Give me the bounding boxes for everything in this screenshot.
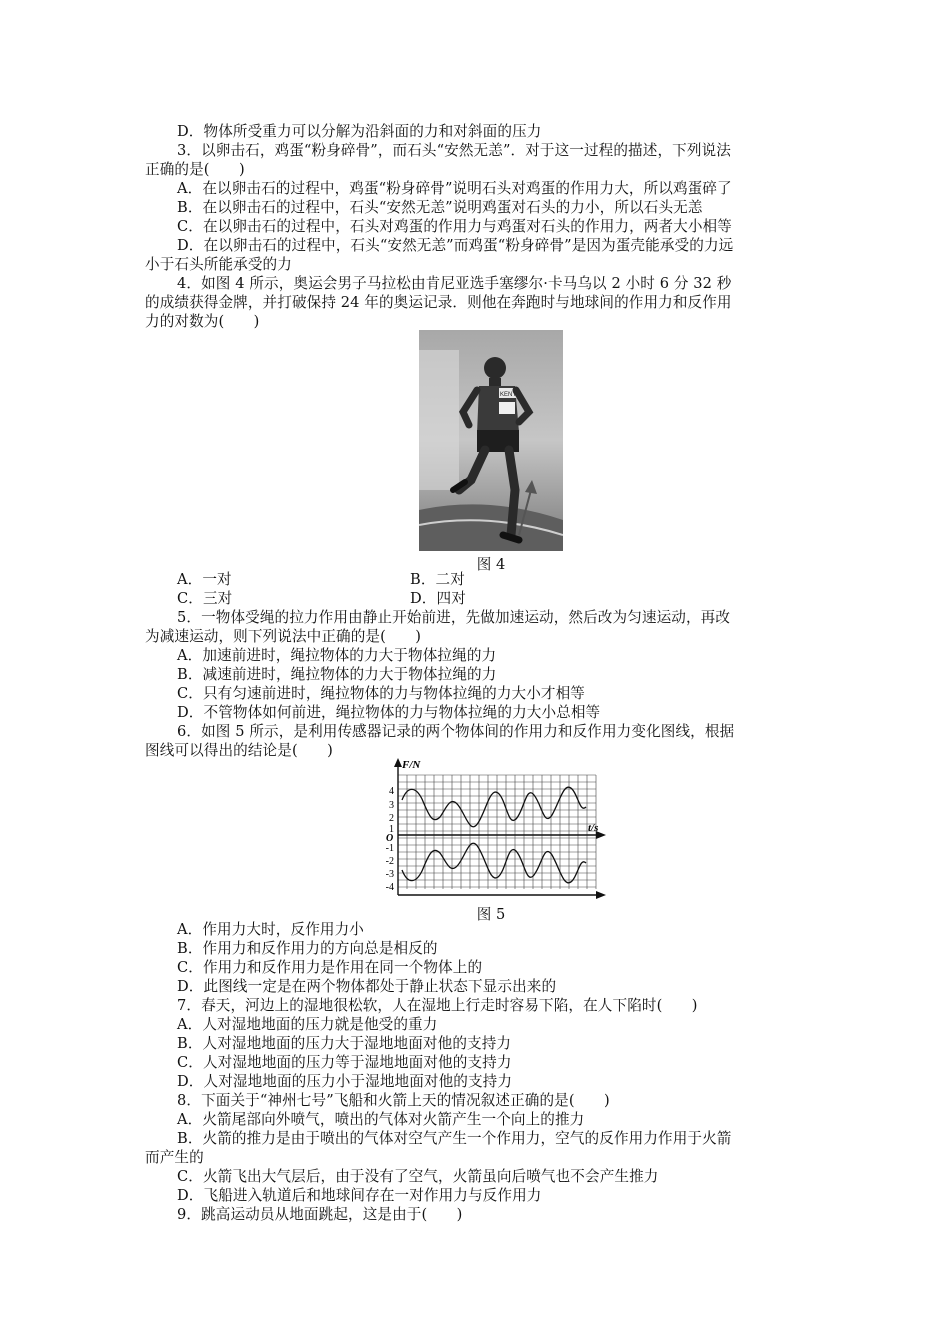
y-tick-2: 2 (389, 813, 394, 824)
q5-stem-cont: 为减速运动，则下列说法中正确的是( ) (145, 628, 422, 645)
runner-illustration (419, 330, 563, 551)
q8-option-b: B．火箭的推力是由于喷出的气体对空气产生一个作用力，空气的反作用力作用于火箭 (177, 1130, 732, 1147)
q3-option-b: B．在以卵击石的过程中，石头“安然无恙”说明鸡蛋对石头的力小，所以石头无恙 (177, 199, 703, 216)
y-tick-neg2: -2 (385, 856, 394, 867)
origin-label: O (386, 833, 394, 844)
q7-stem: 7．春天，河边上的湿地很松软，人在湿地上行走时容易下陷，在人下陷时( ) (177, 997, 698, 1014)
force-time-graph (366, 755, 616, 905)
x-axis-label: t/s (588, 822, 599, 834)
q8-option-b-cont: 而产生的 (145, 1149, 204, 1166)
figure-5-caption: 图 5 (476, 906, 506, 923)
q5-option-b: B．减速前进时，绳拉物体的力大于物体拉绳的力 (177, 666, 497, 683)
y-axis-label: F/N (402, 759, 421, 771)
q9-stem: 9．跳高运动员从地面跳起，这是由于( ) (177, 1206, 463, 1223)
q5-option-a: A．加速前进时，绳拉物体的力大于物体拉绳的力 (177, 647, 497, 664)
q3-option-a: A．在以卵击石的过程中，鸡蛋“粉身碎骨”说明石头对鸡蛋的作用力大，所以鸡蛋碎了 (177, 180, 732, 197)
q6-option-b: B．作用力和反作用力的方向总是相反的 (177, 940, 438, 957)
reaction-force-curve (402, 843, 586, 883)
q7-option-b: B．人对湿地地面的压力大于湿地地面对他的支持力 (177, 1035, 512, 1052)
q6-stem: 6．如图 5 所示，是利用传感器记录的两个物体间的作用力和反作用力变化图线，根据 (177, 723, 735, 740)
q2-option-d: D．物体所受重力可以分解为沿斜面的力和对斜面的压力 (177, 123, 542, 140)
y-tick-3: 3 (389, 800, 394, 811)
q7-option-c: C．人对湿地地面的压力等于湿地地面对他的支持力 (177, 1054, 512, 1071)
q5-option-d: D．不管物体如何前进，绳拉物体的力与物体拉绳的力大小总相等 (177, 704, 601, 721)
q7-option-a: A．人对湿地地面的压力就是他受的重力 (177, 1016, 438, 1033)
q5-stem: 5．一物体受绳的拉力作用由静止开始前进，先做加速运动，然后改为匀速运动，再改 (177, 609, 731, 626)
q8-option-d: D．飞船进入轨道后和地球间存在一对作用力与反作用力 (177, 1187, 542, 1204)
q8-option-c: C．火箭飞出大气层后，由于没有了空气，火箭虽向后喷气也不会产生推力 (177, 1168, 659, 1185)
y-tick-1: 1 (389, 824, 394, 835)
bottom-axis-arrow-icon (596, 891, 606, 899)
figure-4-caption: 图 4 (476, 556, 506, 573)
q4-option-a-text: A．一对 (177, 571, 232, 588)
q7-option-d: D．人对湿地地面的压力小于湿地地面对他的支持力 (177, 1073, 513, 1090)
q3-option-d-cont: 小于石头所能承受的力 (145, 256, 292, 273)
svg-text:KENYA: KENYA (500, 392, 520, 398)
y-tick-neg3: -3 (385, 869, 394, 880)
q4-option-c: C．三对 (177, 590, 233, 607)
q6-option-d: D．此图线一定是在两个物体都处于静止状态下显示出来的 (177, 978, 557, 995)
q4-stem-cont1: 的成绩获得金牌，并打破保持 24 年的奥运记录．则他在奔跑时与地球间的作用力和反作用 (145, 294, 732, 311)
q3-stem-cont: 正确的是( ) (145, 161, 245, 178)
q5-option-c: C．只有匀速前进时，绳拉物体的力与物体拉绳的力大小才相等 (177, 685, 585, 702)
q6-stem-cont: 图线可以得出的结论是( ) (145, 742, 333, 759)
q4-option-d: D．四对 (410, 590, 466, 607)
q4-stem-cont2: 力的对数为( ) (145, 313, 260, 330)
y-tick-neg1: -1 (385, 843, 394, 854)
y-axis-arrow-icon (394, 758, 402, 767)
q6-option-c: C．作用力和反作用力是作用在同一个物体上的 (177, 959, 483, 976)
q8-option-a: A．火箭尾部向外喷气，喷出的气体对火箭产生一个向上的推力 (177, 1111, 585, 1128)
q3-option-c: C．在以卵击石的过程中，石头对鸡蛋的作用力与鸡蛋对石头的作用力，两者大小相等 (177, 218, 732, 235)
q3-option-d: D．在以卵击石的过程中，石头“安然无恙”而鸡蛋“粉身碎骨”是因为蛋壳能承受的力远 (177, 237, 734, 254)
q4-option-b: B．二对 (410, 571, 465, 588)
q3-stem: 3．以卵击石，鸡蛋“粉身碎骨”，而石头“安然无恙”．对于这一过程的描述，下列说法 (177, 142, 731, 159)
action-force-curve (402, 787, 586, 827)
q6-option-a: A．作用力大时，反作用力小 (177, 921, 364, 938)
y-tick-neg4: -4 (385, 882, 394, 893)
y-tick-4: 4 (389, 786, 394, 797)
q8-stem: 8．下面关于“神州七号”飞船和火箭上天的情况叙述正确的是( ) (177, 1092, 610, 1109)
marathon-runner-photo (419, 330, 563, 551)
q4-stem: 4．如图 4 所示，奥运会男子马拉松由肯尼亚选手塞缪尔·卡马乌以 2 小时 6 分 32 秒 (177, 275, 732, 292)
